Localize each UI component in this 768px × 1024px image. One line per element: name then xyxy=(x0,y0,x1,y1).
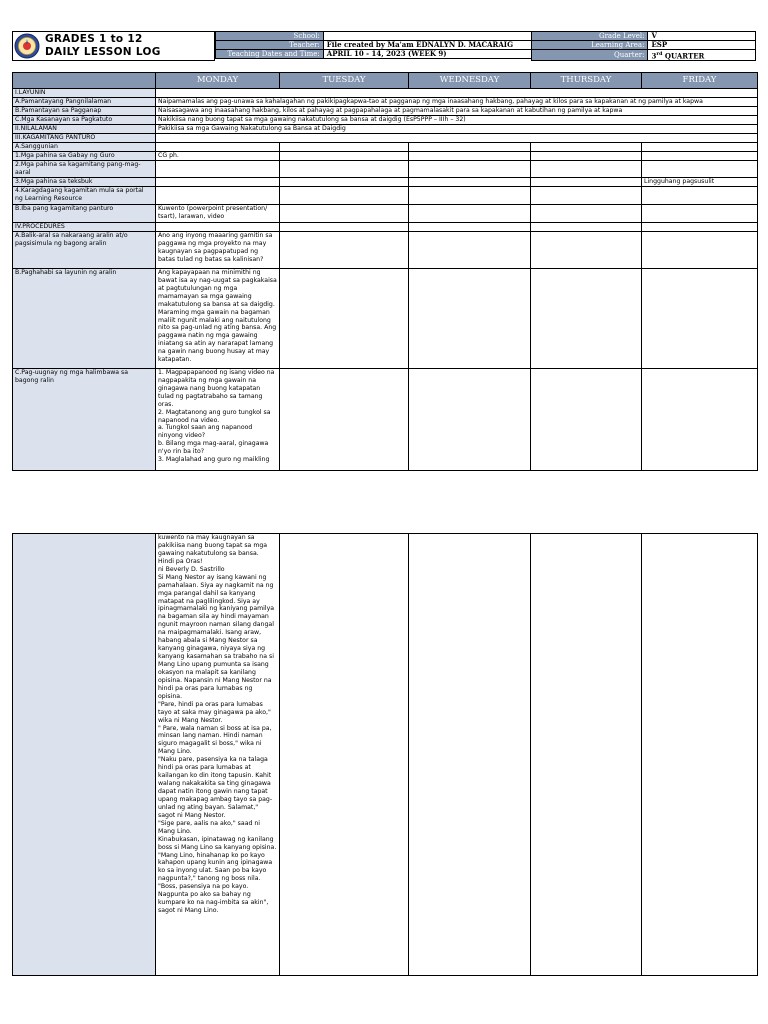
empty-cell xyxy=(156,134,758,143)
form-title-grades: GRADES 1 to 12 xyxy=(45,33,143,45)
row-label-gabay-guro: 1.Mga pahina sa Gabay ng Guro xyxy=(13,152,156,161)
row-label-mag-aaral: 2.Mga pahina sa kagamitang pang-mag-aaral xyxy=(13,161,156,178)
section-layunin: I.LAYUNIN xyxy=(13,89,156,98)
dates-value: APRIL 10 - 14, 2023 (WEEK 9) xyxy=(323,50,646,59)
row-label-nilalaman: II.NILALAMAN xyxy=(13,125,156,134)
day-wednesday: WEDNESDAY xyxy=(409,73,531,89)
day-friday: FRIDAY xyxy=(642,73,758,89)
lesson-log-table xyxy=(12,72,758,471)
row-label-sanggunian: A.Sanggunian xyxy=(13,143,156,152)
pag-uugnay-monday: 1. Magpapapanood ng isang video na nagpapakita ng mga gawain na ginagawa nang buong katapatan tulad ng pagtatrabaho sa tamang oras. 2. Magtatanong ang guro tungkol sa napanood na video. a. Tungkol saan ang napanood ninyong video? b. Bilang mga mag-aaral, ginagawa n'yo rin ba ito? 3. Maglalahad ang guro ng maikling xyxy=(156,368,280,470)
header-corner xyxy=(13,73,156,89)
school-label: School: xyxy=(216,32,324,41)
teacher-label: Teacher: xyxy=(216,41,324,50)
empty-cell xyxy=(531,534,642,976)
section-kagamitan: III.KAGAMITANG PANTURO xyxy=(13,134,156,143)
row-label-balik-aral: A.Balik-aral sa nakaraang aralin at/o pagsisimula ng bagong aralin xyxy=(13,231,156,268)
grade-value: V xyxy=(648,32,756,41)
row-label-iba-pang: B.Iba pang kagamitang panturo xyxy=(13,204,156,222)
teacher-value: File created by Ma'am EDNALYN D. MACARAIG xyxy=(323,41,646,50)
nilalaman-text: Pakikiisa sa mga Gawaing Nakatutulong sa Bansa at Daigdig xyxy=(156,125,758,134)
story-monday: kuwento na may kaugnayan sa pakikiisa nang buong tapat sa mga gawaing nakatutulong sa bansa. Hindi pa Oras! ni Beverly D. Sastrillo Si Mang Nestor ay isang kawani ng pamahalaan. Siya ay nagkamit na ng mga parangal dahil sa kanyang matapat na paglilingkod. Siya ay ipinagmamalaki ng kaniyang pamilya na bagaman sila ay hindi mayaman ngunit mayroon naman silang dangal na maipagmamalaki. Isang araw, habang abala si Mang Nestor sa kanyang ginagawa, niyaya siya ng kanyang kasamahan sa trabaho na si Mang Lino upang pumunta sa isang okasyon na malapit sa kanilang opisina. Napansin ni Mang Nestor na hindi pa oras para lumabas ng opisina. "Pare, hindi pa oras para lumabas tayo at saka may ginagawa pa ako," wika ni Mang Nestor. " Pare, wala naman si boss at isa pa, minsan lang naman. Hindi naman siguro magagalit si boss," wika ni Mang Lino. "Naku pare, pasensiya ka na talaga hindi pa oras para lumabas at kailangan ko din itong tapusin. Kahit walang nakakakita sa ting ginagawa dapat natin itong gawin nang tapat upang makapag ambag tayo sa pag-unlad ng ating bayan. Salamat," sagot ni Mang Nestor. "Sige pare, aalis na ako," saad ni Mang Lino. Kinabukasan, ipinatawag ng kanilang boss si Mang Lino sa kanyang opisina. "Mang Lino, hinahanap ko po kayo kahapon upang kunin ang ipinagawa ko sa inyong ulat. Saan po ba kayo nagpunta?," tanong ng boss nila. "Boss, pasensiya na po kayo. Nagpunta po ako sa bahay ng kumpare ko na nag-imbita sa akin", sagot ni Mang Lino. xyxy=(156,534,280,976)
section-procedures: IV.PROCEDURES xyxy=(13,222,156,231)
row-label-paghahabi: B.Paghahabi sa layunin ng aralin xyxy=(13,268,156,368)
info-table-right xyxy=(531,31,756,61)
grade-label: Grade Level: xyxy=(532,32,648,41)
pagganap-text: Naisasagawa ang inaasahang hakbang, kilos at pahayag at pagpapahalaga at pagmamalasakit para sa kapakanan at kabutihan ng pamilya at kapwa xyxy=(156,107,758,116)
paghahabi-monday: Ang kapayapaan na minimithi ng bawat isa ay nag-uugat sa pagkakaisa at pagtutulungan ng mga mamamayan sa mga gawaing makatutulong sa bansa at sa daigdig. Maraming mga gawain na bagaman maliit ngunit malaki ang naitutulong nito sa pag-unlad ng ating bansa. Ang paggawa natin ng mga gawaing iniatang sa atin ay nararapat lamang na gawin nang buong husay at may katapatan. xyxy=(156,268,280,368)
pangnilalaman-text: Naipamamalas ang pag-unawa sa kahalagahan ng pakikipagkapwa-tao at pagganap ng mga inaasahang hakbang, pahayag at kilos para sa kapakanan at ng pamilya at kapwa xyxy=(156,98,758,107)
day-monday: MONDAY xyxy=(156,73,280,89)
row-label-teksbuk: 3.Mga pahina sa teksbuk xyxy=(13,177,156,186)
row-label-pangnilalaman: A.Pamantayang Pangnilalaman xyxy=(13,98,156,107)
area-label: Learning Area: xyxy=(532,41,648,50)
quarter-value xyxy=(648,50,756,61)
gabay-guro-monday: CG ph. xyxy=(156,152,280,161)
teksbuk-friday: Lingguhang pagsusulit xyxy=(642,177,758,186)
balik-aral-monday: Ano ang inyong maaaring gamitin sa paggawa ng mga proyekto na may kaugnayan sa pagpapatupad ng batas tulad ng batas sa kalinisan? xyxy=(156,231,280,268)
empty-cell xyxy=(409,534,531,976)
day-thursday: THURSDAY xyxy=(531,73,642,89)
form-title-dll: DAILY LESSON LOG xyxy=(45,46,161,58)
empty-cell xyxy=(642,534,758,976)
quarter-label: Quarter: xyxy=(532,50,648,61)
area-value: ESP xyxy=(648,41,756,50)
quarter-num: 3 xyxy=(651,51,657,61)
quarter-sup: rd xyxy=(656,51,663,57)
day-header-row xyxy=(13,73,758,89)
iba-pang-monday: Kuwento (powerpoint presentation/ tsart), larawan, video xyxy=(156,204,280,222)
deped-seal-icon xyxy=(14,33,40,59)
row-label-learning-resource: 4.Karagdagang kagamitan mula sa portal ng Learning Resource xyxy=(13,186,156,204)
quarter-word: QUARTER xyxy=(664,51,705,61)
empty-cell xyxy=(156,89,758,98)
row-label-pag-uugnay: C.Pag-uugnay ng mga halimbawa sa bagong ralin xyxy=(13,368,156,470)
dates-label: Teaching Dates and Time: xyxy=(216,50,324,59)
row-label-kasanayan: C.Mga Kasanayan sa Pagkatuto xyxy=(13,116,156,125)
kasanayan-text: Nakikiisa nang buong tapat sa mga gawaing nakatutulong sa bansa at daigdig (EsP5PPP – IIIh – 32) xyxy=(156,116,758,125)
empty-cell xyxy=(280,534,409,976)
day-tuesday: TUESDAY xyxy=(280,73,409,89)
row-label-pagganap: B.Pamantayan sa Pagganap xyxy=(13,107,156,116)
lesson-log-continuation-table xyxy=(12,533,758,976)
continuation-label-cell xyxy=(13,534,156,976)
